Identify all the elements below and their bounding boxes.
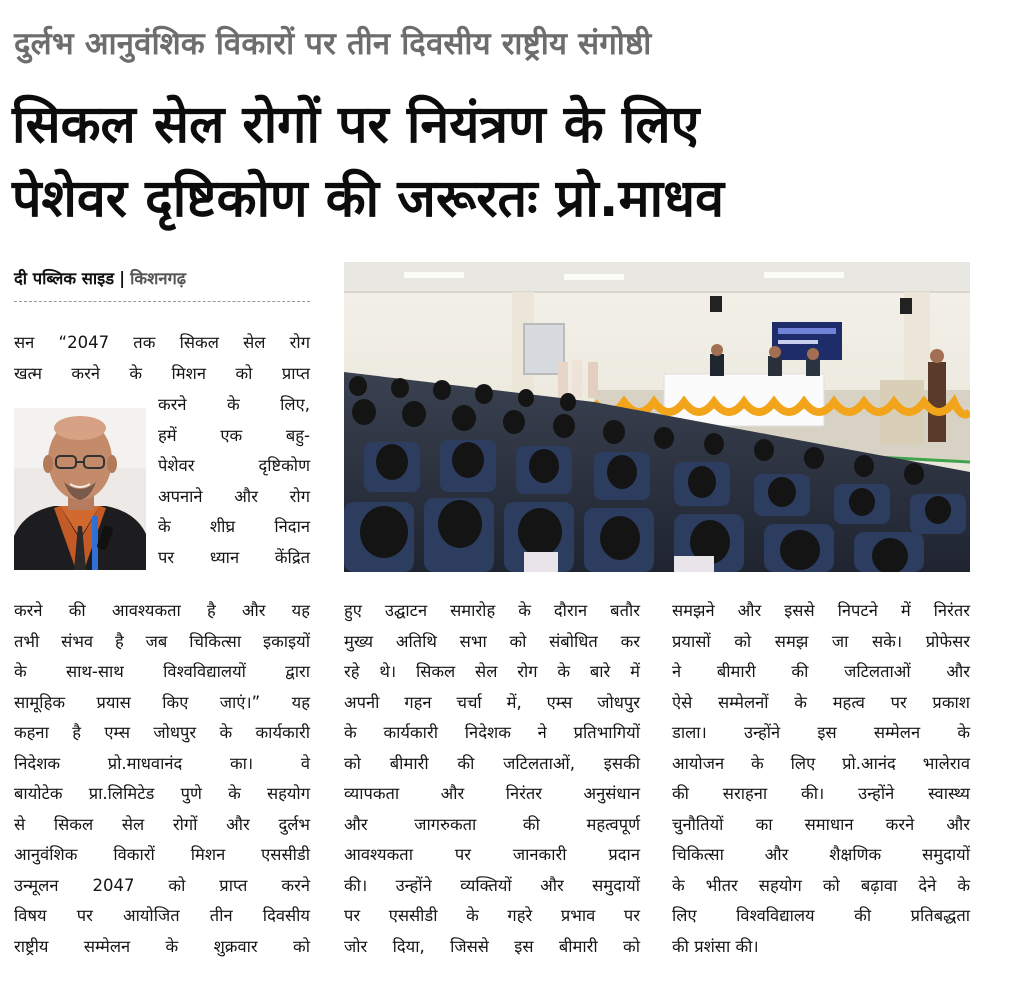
text-line: सामूहिक प्रयास किए जाएं।” यह bbox=[14, 692, 310, 712]
text-line: हमें एक बहु- bbox=[158, 425, 310, 445]
text-line: कहना है एम्स जोधपुर के कार्यकारी bbox=[14, 723, 310, 742]
text-line: हुए उद्घाटन समारोह के दौरान बतौर bbox=[344, 601, 640, 620]
text-line: के कार्यकारी निदेशक ने प्रतिभागियों bbox=[344, 723, 640, 742]
text-line: तभी संभव है जब चिकित्सा इकाइयों bbox=[14, 631, 310, 651]
text-line: के भीतर सहयोग को बढ़ावा देने के bbox=[672, 875, 970, 895]
column-3-body bbox=[672, 596, 970, 962]
byline-place: किशनगढ़ bbox=[130, 269, 187, 288]
text-line: से सिकल सेल रोगों और दुर्लभ bbox=[14, 814, 310, 834]
text-line: उन्मूलन 2047 को प्राप्त करने bbox=[14, 875, 310, 895]
text-line: विषय पर आयोजित तीन दिवसीय bbox=[14, 906, 310, 925]
text-line: की सराहना की। उन्होंने स्वास्थ्य bbox=[672, 784, 970, 803]
text-line: आनुवंशिक विकारों मिशन एससीडी bbox=[14, 845, 310, 864]
text-line: ने बीमारी की जटिलताओं और bbox=[672, 662, 970, 681]
byline-source: दी पब्लिक साइड bbox=[14, 269, 115, 288]
text-line: ऐसे सम्मेलनों के महत्व पर प्रकाश bbox=[672, 692, 970, 712]
text-line: और जागरुकता की महत्वपूर्ण bbox=[344, 814, 640, 834]
text-line: प्रयासों को समझ जा सके। प्रोफेसर bbox=[672, 631, 970, 651]
text-line: अपनी गहन चर्चा में, एम्स जोधपुर bbox=[344, 692, 640, 712]
event-photo bbox=[344, 262, 970, 572]
text-line: आयोजन के लिए प्रो.आनंद भालेराव bbox=[672, 753, 970, 773]
text-line: निदेशक प्रो.माधवानंद का। वे bbox=[14, 753, 310, 773]
headline-line-1: सिकल सेल रोगों पर नियंत्रण के लिए bbox=[12, 95, 700, 155]
column-2-body bbox=[344, 596, 640, 962]
text-line: को बीमारी की जटिलताओं, इसकी bbox=[344, 753, 640, 773]
text-line: करने की आवश्यकता है और यह bbox=[14, 601, 310, 620]
text-line: मुख्य अतिथि सभा को संबोधित कर bbox=[344, 631, 640, 651]
column-1-body bbox=[14, 596, 310, 962]
speaker-portrait-image bbox=[14, 408, 146, 570]
text-line: जोर दिया, जिससे इस बीमारी को bbox=[344, 936, 640, 956]
text-line: राष्ट्रीय सम्मेलन के शुक्रवार को bbox=[14, 936, 310, 956]
text-line: खत्म करने के मिशन को प्राप्त bbox=[14, 363, 310, 383]
text-line: अपनाने और रोग bbox=[158, 486, 310, 506]
text-line: आवश्यकता पर जानकारी प्रदान bbox=[344, 845, 640, 864]
text-line: के शीघ्र निदान bbox=[158, 517, 310, 536]
event-photo-image bbox=[344, 262, 970, 572]
text-line: की। उन्होंने व्यक्तियों और समुदायों bbox=[344, 875, 640, 895]
text-line: पेशेवर दृष्टिकोण bbox=[158, 456, 310, 475]
text-line: लिए विश्वविद्यालय की प्रतिबद्धता bbox=[672, 906, 970, 925]
text-line: रहे थे। सिकल सेल रोग के बारे में bbox=[344, 662, 640, 681]
byline bbox=[14, 266, 310, 302]
text-line: बायोटेक प्रा.लिमिटेड पुणे के सहयोग bbox=[14, 784, 310, 803]
text-line: के साथ-साथ विश्वविद्यालयों द्वारा bbox=[14, 662, 310, 681]
headline-line-2: पेशेवर दृष्टिकोण की जरूरतः प्रो.माधव bbox=[12, 169, 725, 229]
text-line: पर ध्यान केंद्रित bbox=[158, 547, 310, 567]
text-line: डाला। उन्होंने इस सम्मेलन के bbox=[672, 723, 970, 742]
column-1-intro bbox=[14, 328, 310, 389]
text-line: करने के लिए, bbox=[158, 395, 310, 414]
speaker-portrait bbox=[14, 408, 146, 570]
text-line: की प्रशंसा की। bbox=[672, 936, 759, 956]
text-line: चुनौतियों का समाधान करने और bbox=[672, 814, 970, 834]
text-line: चिकित्सा और शैक्षणिक समुदायों bbox=[672, 845, 970, 864]
text-line: समझने और इससे निपटने में निरंतर bbox=[672, 601, 970, 620]
text-line: सन “2047 तक सिकल सेल रोग bbox=[14, 333, 310, 352]
column-1-wrap-text bbox=[158, 390, 310, 573]
text-line: पर एससीडी के गहरे प्रभाव पर bbox=[344, 906, 640, 925]
byline-separator: | bbox=[119, 269, 126, 288]
kicker-subheadline: दुर्लभ आनुवंशिक विकारों पर तीन दिवसीय राष्ट्रीय संगोष्ठी bbox=[14, 26, 652, 62]
text-line: व्यापकता और निरंतर अनुसंधान bbox=[344, 784, 640, 803]
headline bbox=[12, 88, 1017, 236]
